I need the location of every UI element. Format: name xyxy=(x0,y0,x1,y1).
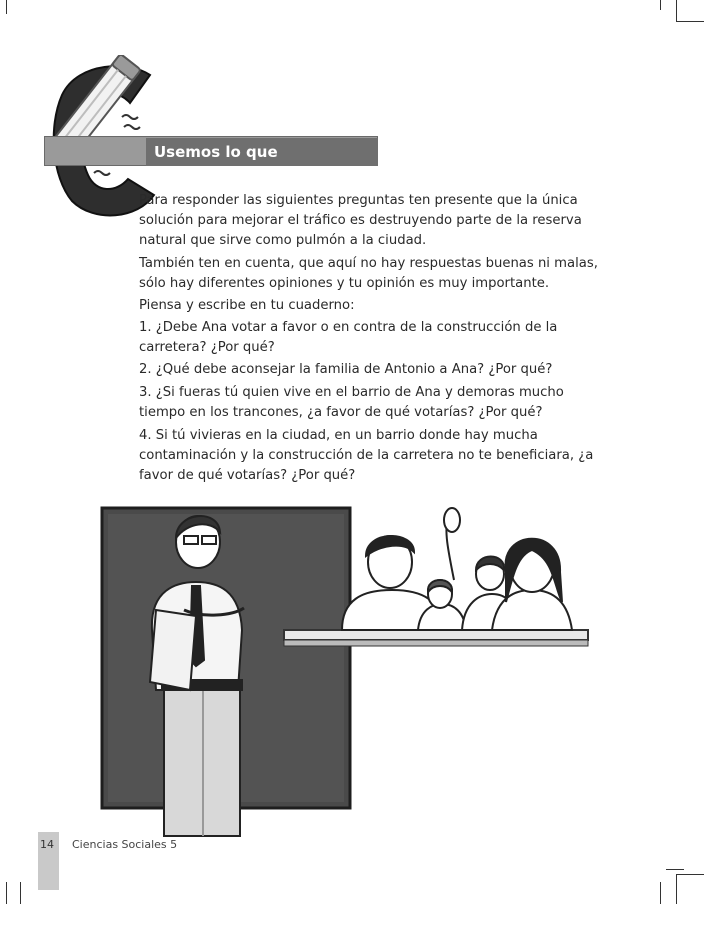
paragraph-intro: Para responder las siguientes preguntas ten presente que la única solución para mejorar el tráfico es destruyendo parte de la reserva natural que sirve como pulmón a la ciudad. xyxy=(139,193,582,248)
book-title: Ciencias Sociales 5 xyxy=(72,838,178,851)
crop-mark xyxy=(676,21,704,22)
crop-mark xyxy=(6,882,7,904)
question-1: 1. ¿Debe Ana votar a favor o en contra de la construcción de la carretera? ¿Por qué? xyxy=(139,320,558,355)
paragraph-note: También ten en cuenta, que aquí no hay respuestas buenas ni malas, sólo hay diferentes opiniones y tu opinión es muy importante. xyxy=(139,256,598,291)
crop-mark xyxy=(676,0,677,22)
crop-mark xyxy=(676,874,677,904)
page-number: 14 xyxy=(40,838,54,851)
section-title: Usemos lo que aprendemos xyxy=(146,138,378,166)
question-4: 4. Si tú vivieras en la ciudad, en un barrio donde hay mucha contaminación y la construcción de la carretera no te beneficiara, ¿a favor de qué votarías? ¿Por qué? xyxy=(139,428,594,483)
crop-mark xyxy=(676,874,704,875)
crop-mark xyxy=(666,869,684,870)
classroom-illustration xyxy=(92,490,602,840)
crop-mark xyxy=(660,0,661,10)
paragraph-instruction: Piensa y escribe en tu cuaderno: xyxy=(139,298,355,313)
question-3: 3. ¿Si fueras tú quien vive en el barrio de Ana y demoras mucho tiempo en los trancones, ¿a favor de qué votarías? ¿Por qué? xyxy=(139,385,564,420)
crop-mark xyxy=(660,882,661,904)
question-2: 2. ¿Qué debe aconsejar la familia de Antonio a Ana? ¿Por qué? xyxy=(139,362,553,377)
crop-mark xyxy=(20,882,21,904)
crop-mark xyxy=(6,0,7,14)
